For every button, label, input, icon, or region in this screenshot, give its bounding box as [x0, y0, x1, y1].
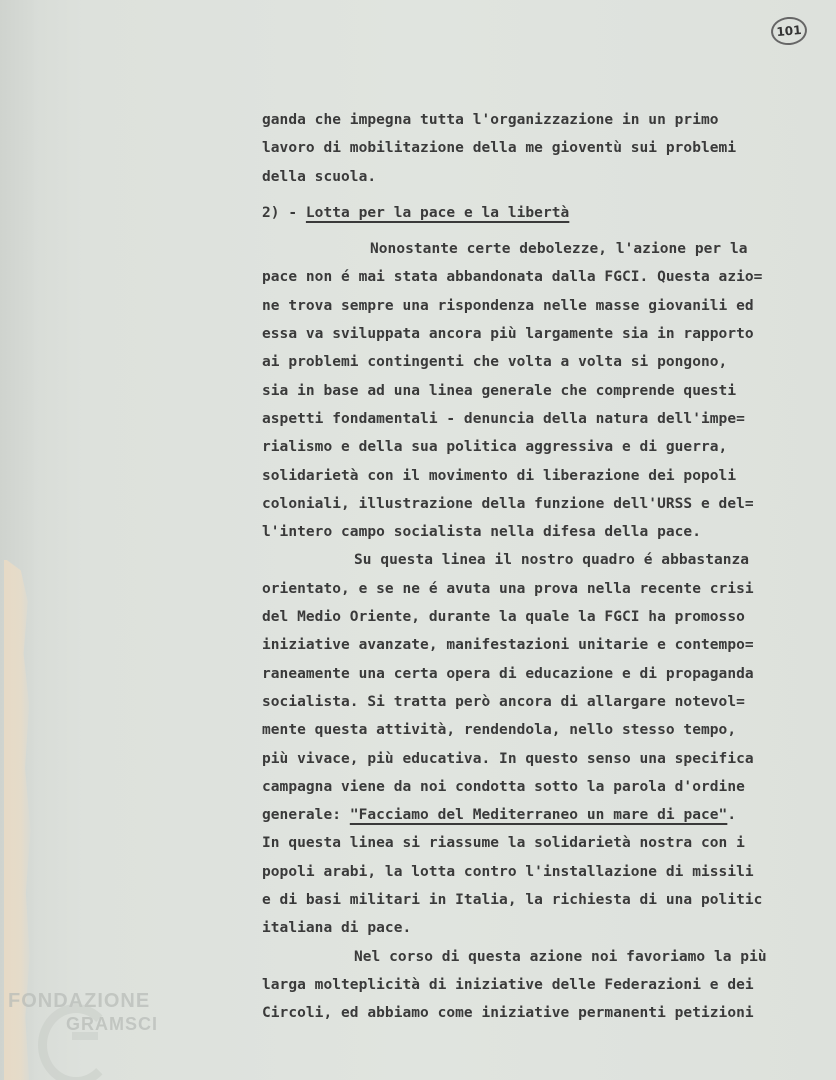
paragraph-line: raneamente una certa opera di educazione e di propaganda — [262, 665, 754, 682]
slogan-line — [262, 801, 822, 829]
typewritten-text — [262, 106, 822, 1028]
paragraph-line: e di basi militari in Italia, la richiesta di una politic — [262, 892, 763, 909]
slogan-quote: "Facciamo del Mediterraneo un mare di pace" — [349, 807, 728, 824]
text-line: ganda che impegna tutta l'organizzazione in un primo — [262, 112, 719, 128]
paragraph-line: italiana di pace. — [262, 920, 412, 937]
paragraph-line: rialismo e della sua politica aggressiva e di guerra, — [262, 439, 728, 456]
paragraph-line: larga molteplicità di iniziative delle Federazioni e dei — [262, 976, 754, 993]
paragraph-line: campagna viene da noi condotta sotto la parola d'ordine — [262, 778, 745, 795]
paragraph-line: più vivace, più educativa. In questo senso una specifica — [262, 750, 754, 767]
slogan-suffix: . — [727, 807, 737, 824]
paragraph-line: orientato, e se ne é avuta una prova nella recente crisi — [262, 580, 754, 597]
paragraph-line: Su questa linea il nostro quadro é abbastanza — [354, 552, 750, 569]
heading-title: Lotta per la pace e la libertà — [305, 204, 570, 221]
paragraph-line: Nel corso di questa azione noi favoriamo la più — [354, 948, 767, 965]
watermark-line-2: GRAMSCI — [66, 1014, 158, 1034]
slogan-prefix: generale: — [262, 807, 350, 824]
fondazione-gramsci-watermark — [8, 990, 208, 1076]
paragraph-line: iniziative avanzate, manifestazioni unitarie e contempo= — [262, 637, 754, 654]
paragraph-line: pace non é mai stata abbandonata dalla FGCI. Questa azio= — [262, 269, 763, 286]
paragraph-line: ai problemi contingenti che volta a volta si pongono, — [262, 354, 728, 371]
heading-prefix: 2) - — [262, 204, 306, 221]
paragraph-line: mente questa attività, rendendola, nello stesso tempo, — [262, 722, 737, 739]
section-heading — [262, 199, 822, 227]
paragraph-line: popoli arabi, la lotta contro l'installazione di missili — [262, 863, 754, 880]
paragraph-line: Circoli, ed abbiamo come iniziative permanenti petizioni — [262, 1005, 754, 1022]
paragraph-line: ne trova sempre una rispondenza nelle masse giovanili ed — [262, 297, 754, 314]
paragraph-line: Nonostante certe debolezze, l'azione per la — [370, 241, 748, 258]
paragraph-line: In questa linea si riassume la solidarietà nostra con i — [262, 835, 745, 852]
paragraph-line: solidarietà con il movimento di liberazione dei popoli — [262, 467, 737, 484]
paragraph-line: sia in base ad una linea generale che comprende questi — [262, 382, 737, 399]
watermark-line-1: FONDAZIONE — [8, 990, 151, 1012]
text-line: lavoro di mobilitazione della me gioventù sui problemi — [262, 140, 737, 157]
paragraph-line: socialista. Si tratta però ancora di allargare notevol= — [262, 693, 745, 710]
text-line: della scuola. — [262, 168, 377, 185]
paragraph-line: del Medio Oriente, durante la quale la FGCI ha promosso — [262, 609, 745, 626]
paragraph-line: coloniali, illustrazione della funzione dell'URSS e del= — [262, 495, 754, 512]
page-number: 101 — [770, 15, 808, 46]
paragraph-line: essa va sviluppata ancora più largamente sia in rapporto — [262, 326, 754, 343]
paragraph-line: l'intero campo socialista nella difesa della pace. — [262, 524, 701, 541]
paragraph-line: aspetti fondamentali - denuncia della natura dell'impe= — [262, 410, 745, 427]
